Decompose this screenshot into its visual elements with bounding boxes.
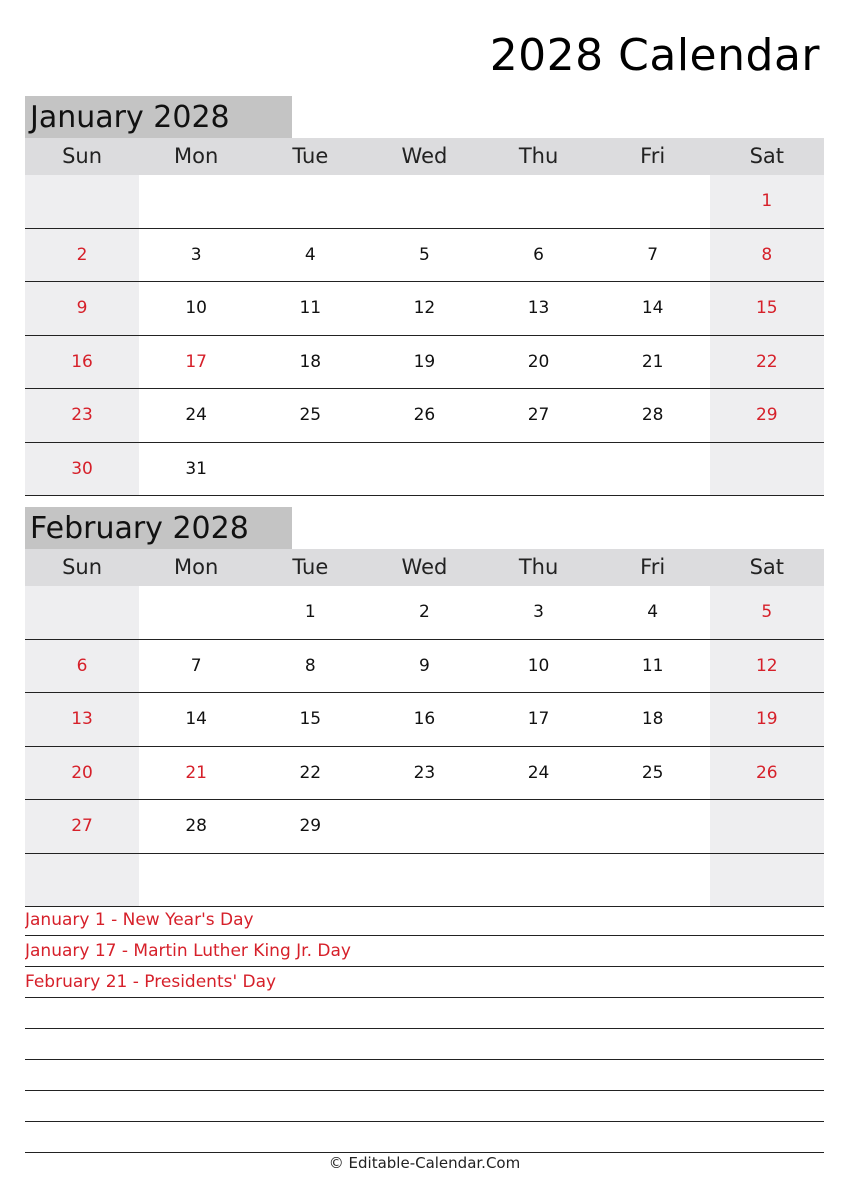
weekday-sun: Sun (62, 555, 103, 579)
day-cell: 18 (641, 709, 664, 729)
day-cell (25, 175, 139, 228)
day-cell (367, 175, 481, 228)
day-cell: 13 (527, 298, 550, 318)
note-line (25, 1029, 824, 1060)
day-cell: 4 (304, 244, 316, 265)
day-cell: 1 (304, 602, 316, 622)
day-cell (710, 800, 824, 853)
page-title: 2028 Calendar (489, 30, 820, 81)
weekday-fri: Fri (640, 555, 666, 579)
day-cell (710, 854, 824, 907)
day-cell: 19 (413, 351, 436, 372)
week-row (25, 175, 824, 229)
weekday-wed: Wed (401, 144, 448, 168)
weekday-sat: Sat (749, 144, 785, 168)
note-line (25, 1060, 824, 1091)
day-cell: 13 (25, 693, 139, 746)
week-row (25, 443, 824, 497)
day-cell: 21 (185, 762, 207, 783)
weekday-fri: Fri (640, 144, 666, 168)
day-cell: 7 (647, 244, 659, 265)
day-cell (253, 443, 367, 496)
day-cell: 6 (533, 244, 544, 265)
day-cell (25, 586, 139, 639)
note-line: January 17 - Martin Luther King Jr. Day (25, 936, 824, 967)
day-cell: 21 (641, 351, 664, 372)
day-cell: 27 (527, 405, 550, 425)
day-cell (596, 175, 710, 228)
week-row (25, 747, 824, 801)
week-row (25, 693, 824, 747)
day-cell: 24 (527, 762, 550, 783)
day-cell: 27 (25, 800, 139, 853)
day-cell: 5 (419, 244, 430, 265)
day-cell (596, 443, 710, 496)
day-cell: 23 (413, 762, 436, 783)
weekday-thu: Thu (518, 144, 559, 168)
day-cell: 3 (190, 244, 202, 265)
day-cell: 25 (299, 405, 322, 425)
day-cell (253, 175, 367, 228)
day-cell: 31 (185, 458, 207, 479)
day-cell: 9 (419, 655, 430, 676)
day-cell: 9 (25, 282, 139, 335)
day-cell: 12 (710, 640, 824, 693)
day-cell (367, 854, 481, 907)
day-cell: 26 (710, 747, 824, 800)
day-cell (596, 854, 710, 907)
day-cell: 1 (710, 175, 824, 228)
day-cell: 5 (710, 586, 824, 639)
day-cell (367, 800, 481, 853)
note-line (25, 998, 824, 1029)
month-february (25, 507, 824, 907)
day-cell: 6 (25, 640, 139, 693)
day-cell: 26 (413, 405, 436, 425)
weekday-thu: Thu (518, 555, 559, 579)
note-line (25, 1122, 824, 1153)
month-title: February 2028 (25, 507, 292, 549)
day-cell: 14 (641, 298, 664, 318)
day-cell: 10 (185, 298, 207, 318)
month-title: January 2028 (25, 96, 292, 138)
day-cell (139, 175, 253, 228)
day-cell: 28 (185, 816, 207, 836)
day-cell: 16 (25, 336, 139, 389)
note-line: January 1 - New Year's Day (25, 905, 824, 936)
day-cell: 15 (710, 282, 824, 335)
week-row (25, 282, 824, 336)
day-cell: 25 (641, 762, 664, 783)
day-cell: 17 (527, 709, 550, 729)
weekday-wed: Wed (401, 555, 448, 579)
note-line: February 21 - Presidents' Day (25, 967, 824, 998)
day-cell (710, 443, 824, 496)
weekday-sat: Sat (749, 555, 785, 579)
day-cell (482, 175, 596, 228)
day-cell: 19 (710, 693, 824, 746)
weekday-sun: Sun (62, 144, 103, 168)
day-cell: 14 (185, 709, 207, 729)
weekday-tue: Tue (292, 144, 329, 168)
day-cell (253, 854, 367, 907)
day-cell: 17 (185, 351, 207, 372)
day-cell: 23 (25, 389, 139, 442)
day-cell: 29 (299, 816, 322, 836)
holiday-notes (25, 905, 824, 1153)
day-cell: 22 (299, 762, 322, 783)
day-cell: 7 (190, 655, 202, 676)
weekday-header (25, 138, 824, 175)
day-cell: 20 (527, 351, 550, 372)
week-row (25, 586, 824, 640)
day-cell (482, 854, 596, 907)
day-cell: 18 (299, 351, 322, 372)
day-cell: 4 (647, 602, 659, 622)
week-row (25, 389, 824, 443)
day-cell: 11 (299, 298, 322, 318)
day-cell (482, 443, 596, 496)
week-row (25, 854, 824, 908)
day-cell: 12 (413, 298, 436, 318)
week-row (25, 229, 824, 283)
day-cell (25, 854, 139, 907)
day-cell: 16 (413, 709, 436, 729)
week-row (25, 800, 824, 854)
day-cell: 22 (710, 336, 824, 389)
month-january (25, 96, 824, 496)
week-row (25, 640, 824, 694)
day-cell: 15 (299, 709, 322, 729)
day-cell: 8 (304, 655, 316, 676)
day-cell: 20 (25, 747, 139, 800)
day-cell (139, 854, 253, 907)
day-cell: 11 (641, 655, 664, 676)
day-cell: 8 (710, 229, 824, 282)
day-cell: 24 (185, 405, 207, 425)
month-grid (25, 586, 824, 907)
day-cell: 29 (710, 389, 824, 442)
day-cell: 28 (641, 405, 664, 425)
day-cell: 10 (527, 655, 550, 676)
day-cell: 30 (25, 443, 139, 496)
month-grid (25, 175, 824, 496)
day-cell (596, 800, 710, 853)
note-line (25, 1091, 824, 1122)
day-cell: 2 (419, 602, 430, 622)
footer-credit: © Editable-Calendar.Com (328, 1154, 521, 1172)
day-cell (139, 586, 253, 639)
weekday-tue: Tue (292, 555, 329, 579)
weekday-mon: Mon (174, 144, 219, 168)
week-row (25, 336, 824, 390)
weekday-header (25, 549, 824, 586)
day-cell (482, 800, 596, 853)
day-cell: 3 (533, 602, 544, 622)
weekday-mon: Mon (174, 555, 219, 579)
day-cell (367, 443, 481, 496)
day-cell: 2 (25, 229, 139, 282)
